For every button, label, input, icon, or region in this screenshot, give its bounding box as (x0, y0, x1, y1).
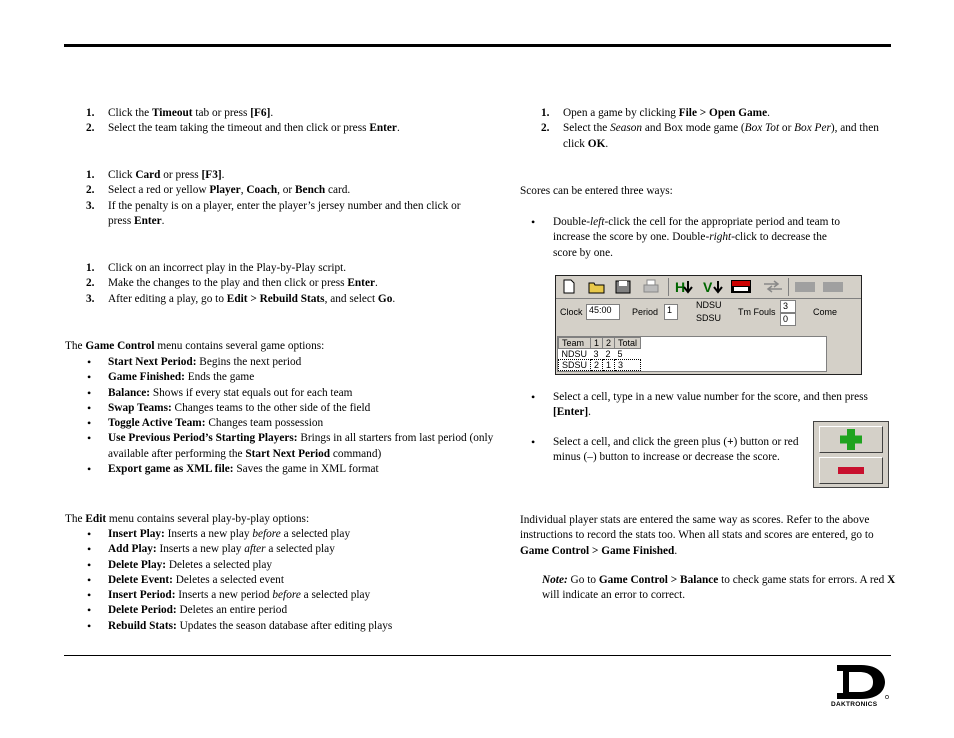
toolbar (556, 276, 861, 299)
grid-header: Total (615, 338, 641, 349)
bullet-item: • Game Finished: Ends the game (64, 370, 504, 385)
timeout-steps (64, 106, 504, 137)
grid-cell[interactable]: SDSU (559, 360, 591, 371)
svg-text:H: H (675, 279, 686, 294)
grid-cell[interactable]: 1 (603, 360, 615, 371)
bullet-item: • Use Previous Period’s Starting Players: Brings in all starters from last period (only available after performing the Start Next Period command) (64, 431, 504, 462)
score-method-2: • Select a cell, type in a new value number for the score, and then press [Enter]. (519, 390, 879, 421)
bullet-item: • Insert Play: Inserts a new play before a selected play (64, 527, 504, 542)
team-fouls-label: Tm Fouls (738, 307, 776, 317)
edit-play-steps (64, 261, 504, 307)
score-grid (557, 336, 827, 372)
step-item: 2. Select the Season and Box mode game (Box Tot or Box Per), and then click OK. (541, 122, 879, 150)
step-item: 2. Select a red or yellow Player, Coach, or Bench card. (86, 184, 351, 197)
minus-button[interactable] (819, 457, 883, 484)
save-icon[interactable] (614, 279, 632, 294)
bullet-item: • Toggle Active Team: Changes team possession (64, 416, 504, 431)
grid-cell[interactable]: 3 (593, 349, 599, 359)
bullet-item: • Add Play: Inserts a new play after a selected play (64, 542, 504, 557)
note-paragraph: Note: Go to Game Control > Balance to check game stats for errors. A red X will indicate an error to correct. (542, 574, 896, 602)
team2-name: SDSU (696, 313, 722, 323)
clock-input[interactable]: 45:00 (586, 304, 620, 320)
home-stats-icon[interactable] (674, 279, 700, 294)
header-rule (64, 44, 891, 47)
game-control-list (64, 355, 504, 477)
logo-wordmark: DAKTRONICS (831, 701, 878, 708)
bullet-item: • Insert Period: Inserts a new period before a selected play (64, 588, 504, 603)
game-control-intro: The Game Control menu contains several game options: (65, 340, 325, 352)
transfer-icon[interactable] (762, 279, 784, 294)
open-folder-icon[interactable] (588, 279, 606, 294)
clock-label: Clock (560, 307, 583, 317)
bullet-item: • Balance: Shows if every stat equals out for each team (64, 386, 504, 401)
new-file-icon[interactable] (560, 279, 578, 294)
step-item: 1. Click Card or press [F3]. (86, 169, 225, 181)
plus-minus-panel (813, 421, 889, 488)
print-icon[interactable] (642, 279, 660, 294)
open-game-steps (519, 106, 879, 152)
step-item: 3. After editing a play, go to Edit > Rebuild Stats, and select Go. (86, 292, 396, 305)
step-item: 1. Open a game by clicking File > Open Game. (541, 107, 770, 119)
grid-cell[interactable]: 5 (617, 349, 623, 359)
grid-header: 1 (591, 338, 603, 349)
minus-icon (820, 458, 882, 483)
step-item: 1. Click on an incorrect play in the Play-by-Play script. (86, 262, 347, 274)
bullet-item: • Delete Play: Deletes a selected play (64, 558, 504, 573)
grid-cell[interactable]: 2 (605, 349, 611, 359)
grid-cell[interactable]: 2 (591, 360, 603, 371)
team1-name: NDSU (696, 300, 722, 310)
score-method-1: • Double-left-click the cell for the appropriate period and team to increase the score by one. Double-right-click to decrease the score by one. (519, 215, 849, 261)
bullet-item: • Start Next Period: Begins the next period (64, 355, 504, 370)
grid-header: Team (559, 338, 591, 349)
grid-cell[interactable]: NDSU (561, 349, 588, 359)
grid-header: 2 (603, 338, 615, 349)
toolbar-button-icon[interactable] (822, 279, 844, 294)
bullet-item: • Delete Event: Deletes a selected event (64, 573, 504, 588)
bullet-item: • Export game as XML file: Saves the game in XML format (64, 462, 504, 477)
score-entry-screenshot (555, 275, 862, 375)
plus-icon (820, 427, 882, 452)
period-input[interactable]: 1 (664, 304, 678, 320)
scores-intro: Scores can be entered three ways: (520, 185, 673, 197)
bullet-item: • Rebuild Stats: Updates the season database after editing plays (64, 619, 504, 634)
step-item: 1. Click the Timeout tab or press [F6]. (86, 107, 274, 119)
footer-rule (64, 655, 891, 656)
plus-button[interactable] (819, 426, 883, 453)
bullet-item: • Delete Period: Deletes an entire period (64, 603, 504, 618)
bullet-item: • Swap Teams: Changes teams to the other side of the field (64, 401, 504, 416)
visitor-stats-icon[interactable] (702, 279, 724, 294)
cut-off-label: Come (813, 307, 838, 317)
grid-cell[interactable]: 3 (615, 360, 641, 371)
team1-fouls-input[interactable]: 3 (780, 300, 796, 313)
team2-fouls-input[interactable]: 0 (780, 313, 796, 326)
step-item: 3. If the penalty is on a player, enter the player’s jersey number and then click or press Enter. (86, 199, 461, 227)
card-steps (64, 168, 474, 229)
toolbar-button-icon[interactable] (794, 279, 816, 294)
period-stats-icon[interactable] (730, 279, 752, 294)
svg-text:V: V (703, 279, 713, 294)
edit-menu-intro: The Edit menu contains several play-by-play options: (65, 513, 310, 525)
step-item: 2. Select the team taking the timeout and then click or press Enter. (86, 122, 400, 135)
step-item: 2. Make the changes to the play and then click or press Enter. (86, 277, 378, 290)
player-stats-paragraph: Individual player stats are entered the same way as scores. Refer to the above instructions to record the stats too. When all stats and scores are entered, go to Game Control > Game Finished. (520, 514, 874, 557)
edit-menu-list (64, 527, 504, 634)
period-label: Period (632, 307, 659, 317)
score-method-3: • Select a cell, and click the green plus (+) button or red minus (–) button to increase or decrease the score. (519, 435, 819, 466)
